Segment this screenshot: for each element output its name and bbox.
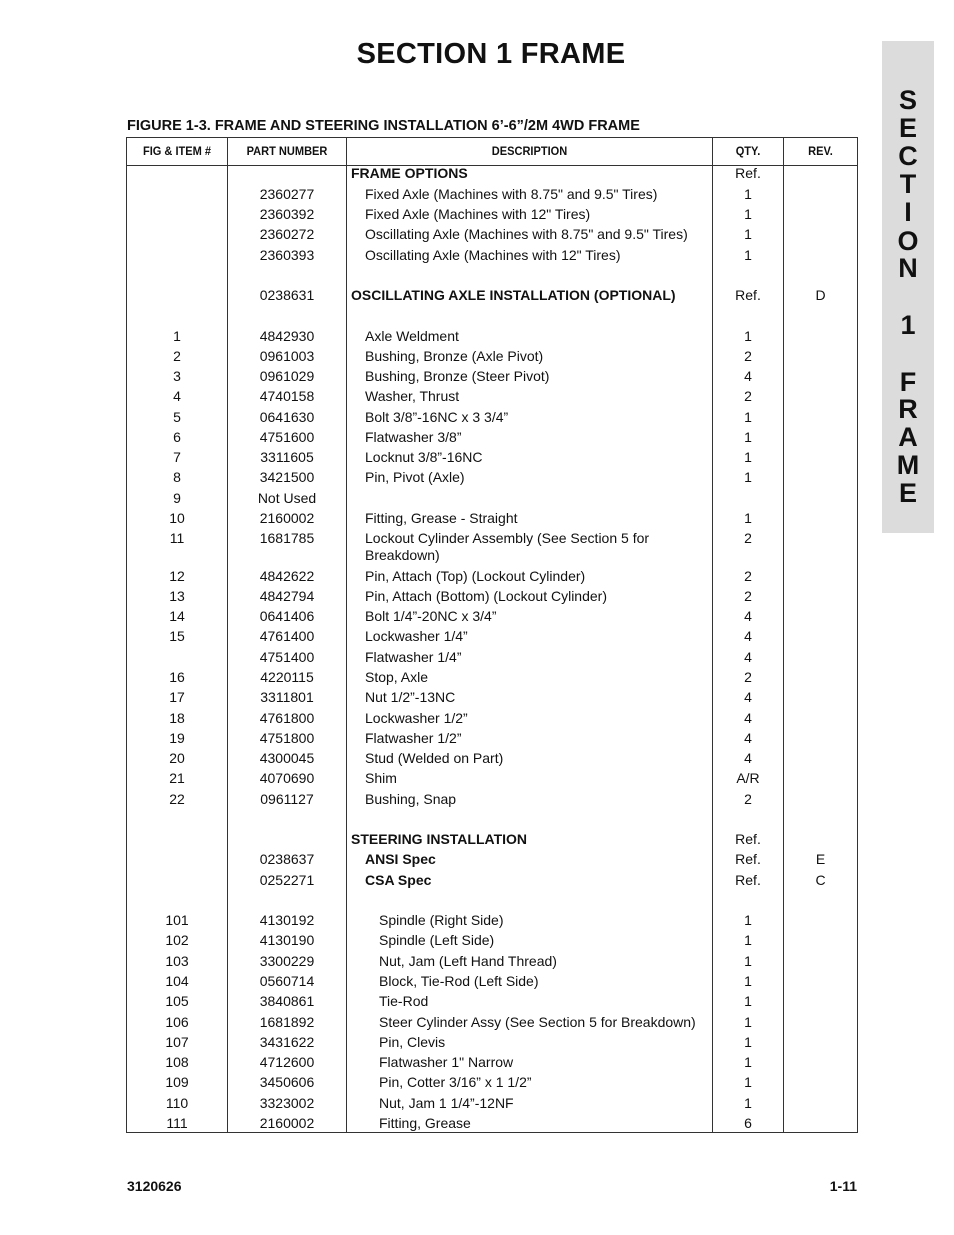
cell-description: Fitting, Grease - Straight	[365, 510, 518, 526]
cell-description: Pin, Attach (Top) (Lockout Cylinder)	[365, 568, 586, 584]
cell-item: 107	[165, 1034, 189, 1050]
cell-description: Nut, Jam 1 1/4”-12NF	[379, 1095, 514, 1111]
cell-qty: 4	[744, 730, 752, 746]
cell-part-number: 4712600	[259, 1054, 315, 1070]
cell-qty: 1	[744, 993, 752, 1009]
cell-part-number: 1681892	[259, 1014, 315, 1030]
cell-item: 6	[173, 429, 181, 445]
cell-description: Fixed Axle (Machines with 8.75" and 9.5" Tires)	[365, 186, 658, 202]
cell-part-number: 3431622	[259, 1034, 315, 1050]
cell-qty: 1	[744, 469, 752, 485]
cell-qty: 4	[744, 710, 752, 726]
cell-item: 12	[169, 568, 185, 584]
section-side-tab	[882, 41, 934, 533]
cell-qty: 2	[744, 348, 752, 364]
cell-description: Pin, Pivot (Axle)	[365, 469, 465, 485]
cell-description: Locknut 3/8”-16NC	[365, 449, 483, 465]
cell-item: 102	[165, 932, 189, 948]
cell-description: Flatwasher 1/2”	[365, 730, 462, 746]
cell-description: Bushing, Snap	[365, 791, 457, 807]
cell-qty: 1	[744, 226, 752, 242]
cell-description: Lockwasher 1/2”	[365, 710, 468, 726]
cell-qty: 2	[744, 530, 752, 546]
side-tab-letter: E	[898, 113, 917, 143]
cell-qty: 1	[744, 1074, 752, 1090]
cell-qty: 1	[744, 1034, 752, 1050]
cell-qty: Ref.	[735, 872, 761, 888]
cell-part-number: 4300045	[259, 750, 315, 766]
cell-qty: 4	[744, 368, 752, 384]
cell-part-number: 3840861	[259, 993, 315, 1009]
side-tab-letter: E	[898, 478, 917, 508]
cell-part-number: 0238631	[259, 287, 315, 303]
cell-qty: 4	[744, 689, 752, 705]
cell-item: 108	[165, 1054, 189, 1070]
cell-qty: 2	[744, 791, 752, 807]
cell-part-number: 0560714	[259, 973, 315, 989]
cell-description: Bushing, Bronze (Steer Pivot)	[365, 368, 550, 384]
cell-rev: E	[815, 851, 826, 867]
cell-description: Washer, Thrust	[365, 388, 460, 404]
cell-item: 19	[169, 730, 185, 746]
cell-qty: 1	[744, 247, 752, 263]
cell-description: Fixed Axle (Machines with 12" Tires)	[365, 206, 591, 222]
cell-part-number: 3450606	[259, 1074, 315, 1090]
cell-part-number: 3421500	[259, 469, 315, 485]
figure-title: FIGURE 1-3. FRAME AND STEERING INSTALLATION 6’-6”/2M 4WD FRAME	[127, 118, 640, 134]
side-tab-letter: F	[899, 367, 917, 397]
cell-item: 22	[169, 791, 185, 807]
cell-part-number: 4740158	[259, 388, 315, 404]
cell-qty: 1	[744, 510, 752, 526]
cell-description: Stop, Axle	[365, 669, 429, 685]
cell-part-number: 0961127	[260, 791, 314, 807]
header-fig-item: FIG & ITEM #	[142, 144, 212, 158]
cell-description: Pin, Clevis	[379, 1034, 446, 1050]
cell-item: 14	[169, 608, 185, 624]
footer-page-number: 1-11	[829, 1178, 857, 1194]
cell-qty: 1	[744, 1014, 752, 1030]
cell-qty: A/R	[736, 770, 760, 786]
cell-item: 109	[165, 1074, 189, 1090]
cell-description: FRAME OPTIONS	[351, 165, 468, 181]
cell-part-number: 2160002	[259, 510, 315, 526]
cell-description: Axle Weldment	[365, 328, 459, 344]
cell-qty: 1	[744, 1054, 752, 1070]
cell-item: 3	[173, 368, 181, 384]
cell-qty: 1	[744, 912, 752, 928]
cell-qty: 1	[744, 1095, 752, 1111]
cell-description: Pin, Attach (Bottom) (Lockout Cylinder)	[365, 588, 607, 604]
cell-part-number: 4761400	[259, 628, 315, 644]
cell-description: Pin, Cotter 3/16” x 1 1/2”	[379, 1074, 532, 1090]
cell-part-number: 4842794	[259, 588, 315, 604]
cell-description: Flatwasher 1" Narrow	[379, 1054, 514, 1070]
cell-item: 4	[173, 388, 181, 404]
cell-part-number: 2360392	[259, 206, 315, 222]
cell-part-number: 4842930	[259, 328, 315, 344]
cell-qty: 6	[744, 1115, 752, 1131]
cell-description: Steer Cylinder Assy (See Section 5 for Breakdown)	[379, 1014, 696, 1030]
cell-item: 21	[169, 770, 185, 786]
cell-qty: Ref.	[735, 851, 761, 867]
cell-description: Lockout Cylinder Assembly (See Section 5 for Breakdown)	[365, 530, 650, 563]
cell-item: 15	[169, 628, 185, 644]
cell-item: 111	[166, 1115, 188, 1131]
cell-qty: Ref.	[735, 831, 761, 847]
cell-part-number: 4751600	[259, 429, 315, 445]
cell-item: 10	[169, 510, 185, 526]
cell-description: CSA Spec	[365, 872, 432, 888]
cell-description: Nut 1/2”-13NC	[365, 689, 456, 705]
cell-description: Fitting, Grease	[379, 1115, 471, 1131]
cell-qty: 1	[744, 186, 752, 202]
column-divider	[346, 138, 347, 1132]
cell-part-number: 0961003	[259, 348, 315, 364]
cell-item: 105	[165, 993, 189, 1009]
cell-item: 110	[165, 1095, 189, 1111]
cell-description: Bushing, Bronze (Axle Pivot)	[365, 348, 544, 364]
cell-qty: 4	[744, 608, 752, 624]
cell-item: 101	[165, 912, 189, 928]
cell-qty: 1	[744, 206, 752, 222]
cell-qty: 2	[744, 588, 752, 604]
cell-qty: 1	[744, 409, 752, 425]
cell-part-number: 3300229	[259, 953, 315, 969]
cell-description: Block, Tie-Rod (Left Side)	[379, 973, 539, 989]
cell-item: 13	[169, 588, 185, 604]
cell-item: 1	[173, 328, 181, 344]
cell-description: Shim	[365, 770, 397, 786]
cell-part-number: 2360393	[259, 247, 315, 263]
cell-description: Nut, Jam (Left Hand Thread)	[379, 953, 557, 969]
cell-part-number: 4070690	[259, 770, 315, 786]
cell-part-number: 4130192	[259, 912, 315, 928]
side-tab-letter: M	[896, 450, 920, 480]
cell-description: Bolt 1/4”-20NC x 3/4”	[365, 608, 497, 624]
cell-item: 11	[169, 530, 185, 546]
side-tab-letter: C	[898, 141, 918, 171]
cell-part-number: 4751800	[259, 730, 315, 746]
side-tab-letter: I	[904, 197, 912, 227]
side-tab-letter: 1	[900, 310, 916, 340]
cell-item: 7	[173, 449, 181, 465]
cell-qty: 4	[744, 750, 752, 766]
header-rev: REV.	[808, 144, 833, 158]
cell-part-number: 1681785	[259, 530, 315, 546]
side-tab-letter: S	[898, 85, 917, 115]
side-tab-letter: N	[898, 253, 918, 283]
cell-qty: Ref.	[735, 165, 761, 181]
cell-item: 104	[165, 973, 189, 989]
cell-part-number: 2360277	[259, 186, 315, 202]
cell-item: 18	[169, 710, 185, 726]
cell-description: Oscillating Axle (Machines with 8.75" and 9.5" Tires)	[365, 226, 688, 242]
cell-qty: 2	[744, 669, 752, 685]
cell-item: 2	[173, 348, 181, 364]
cell-item: 5	[173, 409, 181, 425]
header-qty: QTY.	[735, 144, 761, 158]
cell-item: 106	[165, 1014, 189, 1030]
header-part-number: PART NUMBER	[246, 144, 328, 158]
cell-item: 17	[169, 689, 185, 705]
cell-part-number: 0961029	[259, 368, 315, 384]
cell-part-number: 3323002	[259, 1095, 315, 1111]
cell-part-number: 4842622	[259, 568, 315, 584]
cell-item: 20	[169, 750, 185, 766]
parts-table	[126, 137, 858, 1133]
cell-part-number: 0641406	[259, 608, 315, 624]
cell-part-number: 3311801	[260, 689, 314, 705]
cell-qty: 1	[744, 973, 752, 989]
cell-rev: D	[815, 287, 826, 303]
cell-qty: 2	[744, 388, 752, 404]
cell-description: Flatwasher 3/8”	[365, 429, 462, 445]
cell-qty: 4	[744, 649, 752, 665]
cell-item: 9	[173, 490, 181, 506]
side-tab-letter: R	[898, 394, 918, 424]
cell-part-number: 0238637	[259, 851, 315, 867]
cell-part-number: Not Used	[257, 490, 317, 506]
side-tab-letter: A	[898, 422, 918, 452]
cell-qty: 2	[744, 568, 752, 584]
cell-rev: C	[815, 872, 826, 888]
side-tab-letter: T	[899, 169, 917, 199]
cell-description: Tie-Rod	[379, 993, 429, 1009]
cell-description: ANSI Spec	[365, 851, 436, 867]
cell-description: Spindle (Right Side)	[379, 912, 504, 928]
cell-part-number: 0252271	[259, 872, 315, 888]
cell-part-number: 2160002	[259, 1115, 315, 1131]
cell-description: Bolt 3/8”-16NC x 3 3/4”	[365, 409, 509, 425]
cell-qty: 1	[744, 932, 752, 948]
cell-part-number: 0641630	[259, 409, 315, 425]
side-tab-letter: O	[897, 226, 919, 256]
cell-qty: 4	[744, 628, 752, 644]
cell-item: 16	[169, 669, 185, 685]
cell-part-number: 2360272	[259, 226, 315, 242]
section-title: SECTION 1 FRAME	[356, 38, 626, 70]
cell-part-number: 4751400	[259, 649, 315, 665]
cell-description: Stud (Welded on Part)	[365, 750, 504, 766]
cell-qty: 1	[744, 953, 752, 969]
cell-item: 8	[173, 469, 181, 485]
cell-qty: Ref.	[735, 287, 761, 303]
cell-description: Oscillating Axle (Machines with 12" Tires)	[365, 247, 621, 263]
cell-qty: 1	[744, 449, 752, 465]
cell-description: Spindle (Left Side)	[379, 932, 495, 948]
cell-description: STEERING INSTALLATION	[351, 831, 528, 847]
header-description: DESCRIPTION	[491, 144, 568, 158]
cell-qty: 1	[744, 328, 752, 344]
cell-description: Lockwasher 1/4”	[365, 628, 468, 644]
cell-part-number: 4761800	[259, 710, 315, 726]
cell-item: 103	[165, 953, 189, 969]
cell-description: Flatwasher 1/4”	[365, 649, 462, 665]
cell-part-number: 4130190	[259, 932, 315, 948]
cell-part-number: 3311605	[260, 449, 314, 465]
cell-qty: 1	[744, 429, 752, 445]
cell-part-number: 4220115	[260, 669, 314, 685]
footer-doc-number: 3120626	[127, 1178, 182, 1194]
cell-description: OSCILLATING AXLE INSTALLATION (OPTIONAL)	[351, 287, 676, 303]
